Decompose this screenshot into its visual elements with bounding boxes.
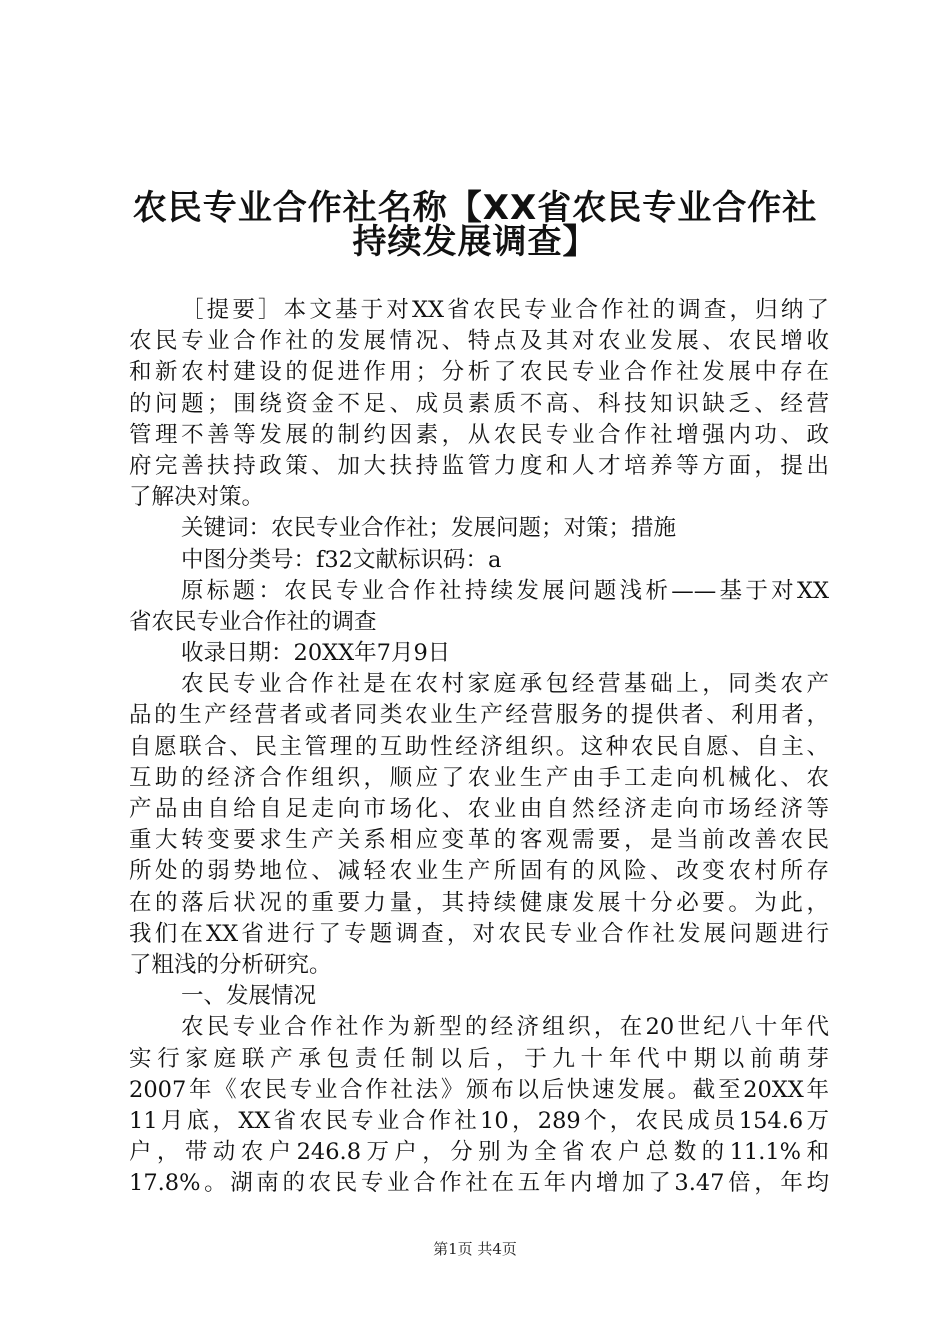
document-body <box>129 295 829 1199</box>
paragraph-line: ［提要］本文基于对XX省农民专业合作社的调查，归纳了 <box>181 297 829 323</box>
paragraph-line: 11月底，XX省农民专业合作社10，289个，农民成员154.6万 <box>129 1107 829 1134</box>
original-title-line: 原标题：农民专业合作社持续发展问题浅析——基于对XX <box>181 577 829 604</box>
paragraph-line: 农民专业合作社作为新型的经济组织，在20世纪八十年代 <box>181 1014 829 1041</box>
paragraph-line: 了解决对策。 <box>129 484 265 511</box>
paragraph-line: 在的落后状况的重要力量，其持续健康发展十分必要。为此， <box>129 889 829 916</box>
paragraph-line: 互助的经济合作组织，顺应了农业生产由手工走向机械化、农 <box>129 764 829 791</box>
date-line: 收录日期：20XX年7月9日 <box>181 640 451 667</box>
page-footer: 第1页 共4页 <box>433 1240 517 1258</box>
paragraph-line: 农民专业合作社是在农村家庭承包经营基础上，同类农产 <box>181 671 829 698</box>
paragraph-line: 品的生产经营者或者同类农业生产经营服务的提供者、利用者， <box>129 702 829 729</box>
paragraph-line: 的问题；围绕资金不足、成员素质不高、科技知识缺乏、经营 <box>129 390 829 417</box>
paragraph-line: 管理不善等发展的制约因素，从农民专业合作社增强内功、政 <box>129 421 829 448</box>
paragraph-line: 自愿联合、民主管理的互助性经济组织。这种农民自愿、自主、 <box>129 733 829 760</box>
paragraph-line: 重大转变要求生产关系相应变革的客观需要，是当前改善农民 <box>129 827 829 854</box>
paragraph-line: 2007年《农民专业合作社法》颁布以后快速发展。截至20XX年 <box>129 1076 829 1103</box>
paragraph-line: 产品由自给自足走向市场化、农业由自然经济走向市场经济等 <box>129 796 829 822</box>
document-title-line-1: 农民专业合作社名称【XX省农民专业合作社 <box>132 188 818 228</box>
paragraph-line: 和新农村建设的促进作用；分析了农民专业合作社发展中存在 <box>129 359 829 386</box>
section-heading: 一、发展情况 <box>181 983 317 1010</box>
classification-line: 中图分类号：f32文献标识码：a <box>181 546 502 573</box>
paragraph-line: 了粗浅的分析研究。 <box>129 951 332 978</box>
paragraph-line: 农民专业合作社的发展情况、特点及其对农业发展、农民增收 <box>129 328 829 355</box>
paragraph-line: 府完善扶持政策、加大扶持监管力度和人才培养等方面，提出 <box>129 452 829 479</box>
document-title-line-2: 持续发展调查】 <box>352 222 598 262</box>
paragraph-line: 所处的弱势地位、减轻农业生产所固有的风险、改变农村所存 <box>129 858 829 885</box>
paragraph-line: 实行家庭联产承包责任制以后，于九十年代中期以前萌芽 <box>129 1045 829 1072</box>
paragraph-line: 17.8%。湖南的农民专业合作社在五年内增加了3.47倍，年均 <box>129 1170 829 1197</box>
original-title-line: 省农民专业合作社的调查 <box>129 608 377 635</box>
paragraph-line: 户，带动农户246.8万户，分别为全省农户总数的11.1%和 <box>129 1139 829 1166</box>
paragraph-line: 我们在XX省进行了专题调查，对农民专业合作社发展问题进行 <box>129 920 829 947</box>
keywords-line: 关键词：农民专业合作社；发展问题；对策；措施 <box>181 515 677 542</box>
